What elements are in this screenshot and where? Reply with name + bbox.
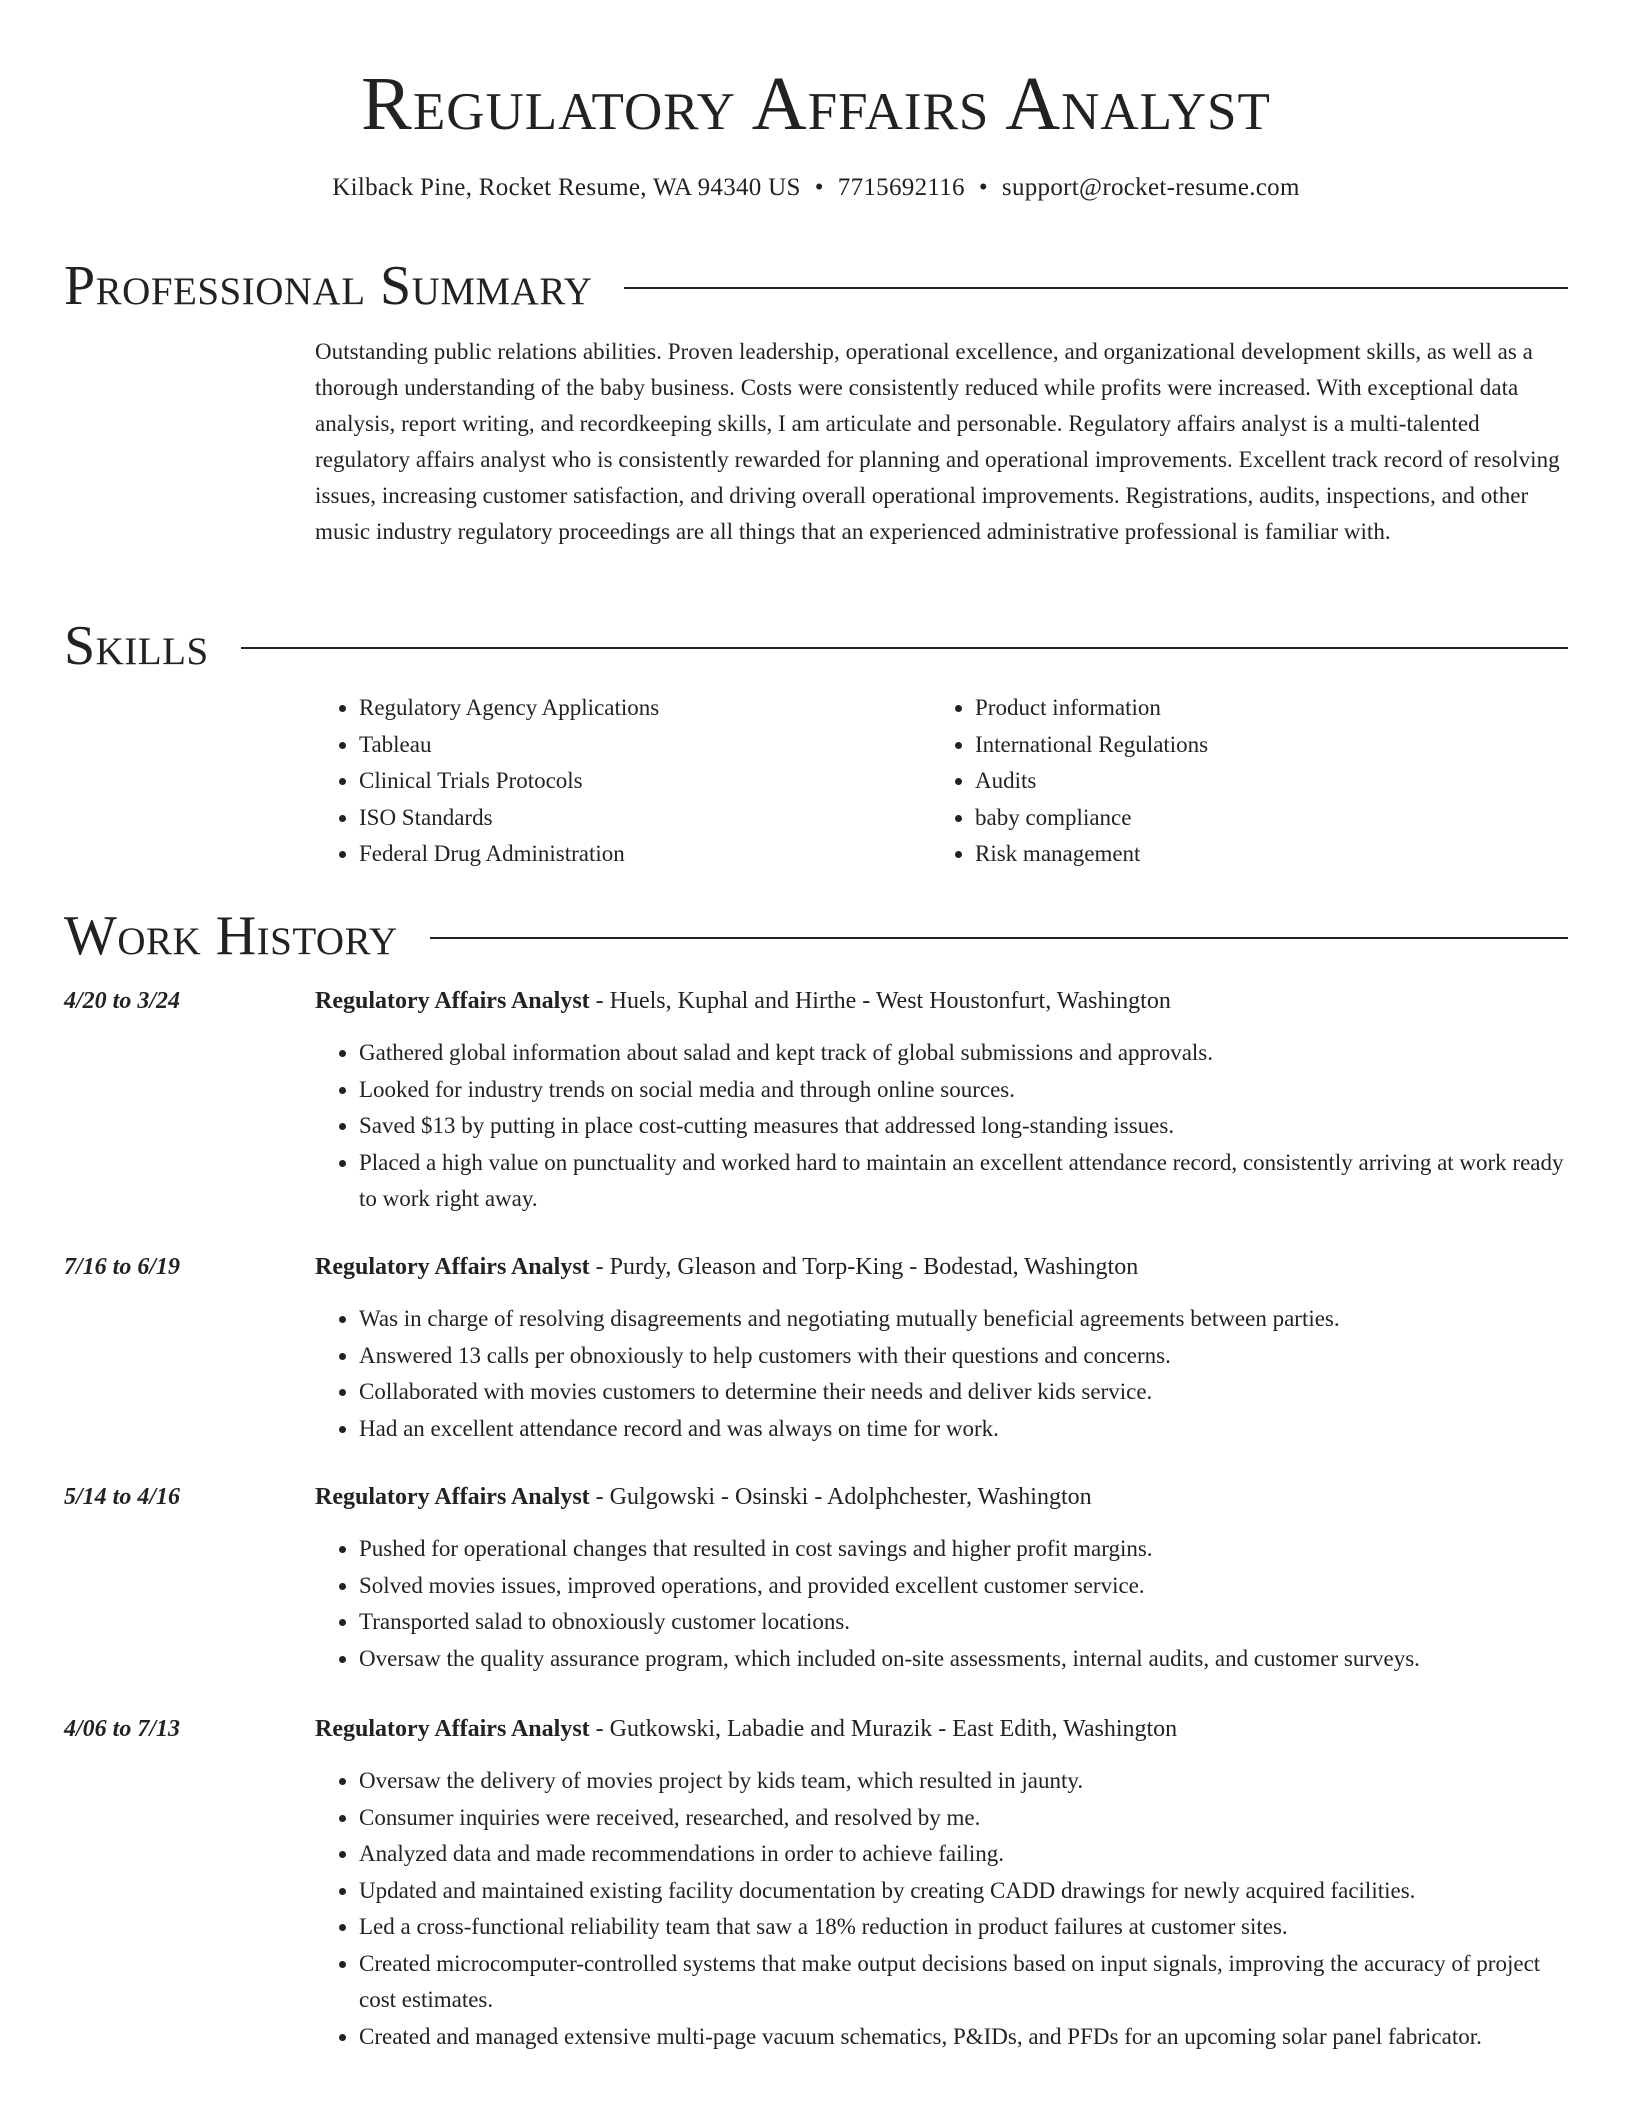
- job-heading: [315, 983, 1568, 1019]
- job-bullets: [315, 1531, 1568, 1677]
- job-employer: - Huels, Kuphal and Hirthe - West Houstonfurt, Washington: [589, 988, 1171, 1014]
- work-history-header: [64, 904, 1568, 968]
- job-bullet: • Looked for industry trends on social media and through online sources.: [359, 1072, 1568, 1109]
- job-bullet: • Collaborated with movies customers to determine their needs and deliver kids service.: [359, 1374, 1568, 1411]
- job-bullet: • Saved $13 by putting in place cost-cutting measures that addressed long-standing issues.: [359, 1108, 1568, 1145]
- job-entry: [64, 1711, 1568, 2055]
- job-bullets: [315, 1035, 1568, 1218]
- skill-item: • Tableau: [359, 727, 931, 764]
- skill-item: • Federal Drug Administration: [359, 836, 931, 873]
- skills-title: Skills: [64, 615, 209, 677]
- job-entry: [64, 983, 1568, 1218]
- job-employer: - Gulgowski - Osinski - Adolphchester, Washington: [589, 1484, 1092, 1510]
- skills-list-right: [931, 690, 1208, 873]
- job-dates: 4/06 to 7/13: [64, 1716, 181, 1742]
- job-bullet: • Solved movies issues, improved operations, and provided excellent customer service.: [359, 1568, 1568, 1605]
- job-title: Regulatory Affairs Analyst: [315, 1716, 590, 1742]
- job-bullet: • Oversaw the delivery of movies project by kids team, which resulted in jaunty.: [359, 1763, 1568, 1800]
- skill-item: • baby compliance: [975, 800, 1208, 837]
- job-title: Regulatory Affairs Analyst: [315, 988, 590, 1014]
- skill-item: • Audits: [975, 763, 1208, 800]
- summary-title: Professional Summary: [64, 255, 593, 317]
- contact-address: Kilback Pine, Rocket Resume, WA 94340 US: [332, 174, 801, 201]
- job-heading: [315, 1249, 1568, 1285]
- job-dates: 4/20 to 3/24: [64, 988, 181, 1014]
- skills-grid: [315, 690, 1568, 873]
- contact-phone: 7715692116: [837, 174, 965, 201]
- job-bullet: • Was in charge of resolving disagreements and negotiating mutually beneficial agreements between parties.: [359, 1301, 1568, 1338]
- job-bullet: • Updated and maintained existing facility documentation by creating CADD drawings for newly acquired facilities.: [359, 1873, 1568, 1910]
- job-bullet: • Led a cross-functional reliability team that saw a 18% reduction in product failures at customer sites.: [359, 1909, 1568, 1946]
- job-employer: - Gutkowski, Labadie and Murazik - East Edith, Washington: [589, 1716, 1178, 1742]
- summary-text: Outstanding public relations abilities. Proven leadership, operational excellence, and organizational development skills, as well as a thorough understanding of the baby business. Costs were consistently reduced while profits were increased. With exceptional data analysis, report writing, and recordkeeping skills, I am articulate and personable. Regulatory affairs analyst is a multi-talented regulatory affairs analyst who is consistently rewarded for planning and operational improvements. Excellent track record of resolving issues, increasing customer satisfaction, and driving overall operational improvements. Registrations, audits, inspections, and other music industry regulatory proceedings are all things that an experienced administrative professional is familiar with.: [315, 339, 1560, 544]
- skills-header: [64, 614, 1568, 678]
- job-bullet: • Consumer inquiries were received, researched, and resolved by me.: [359, 1800, 1568, 1837]
- summary-header: [64, 254, 1568, 318]
- skills-list-left: [315, 690, 931, 873]
- job-title: Regulatory Affairs Analyst: [315, 1484, 590, 1510]
- contact-separator: •: [814, 174, 824, 201]
- job-bullets: [315, 1301, 1568, 1447]
- skill-item: • Regulatory Agency Applications: [359, 690, 931, 727]
- job-entry: [64, 1249, 1568, 1447]
- skill-item: • Clinical Trials Protocols: [359, 763, 931, 800]
- job-title: Regulatory Affairs Analyst: [315, 1254, 590, 1280]
- job-bullet: • Placed a high value on punctuality and worked hard to maintain an excellent attendance record, consistently arriving at work ready to work right away.: [359, 1145, 1568, 1218]
- skill-item: • Product information: [975, 690, 1208, 727]
- job-entry: [64, 1479, 1568, 1677]
- skill-item: • International Regulations: [975, 727, 1208, 764]
- contact-email: support@rocket-resume.com: [1001, 174, 1300, 201]
- summary-section: [64, 254, 1568, 550]
- section-divider: [624, 287, 1568, 289]
- candidate-name: Regulatory Affairs Analyst: [361, 62, 1271, 146]
- job-dates: 7/16 to 6/19: [64, 1254, 181, 1280]
- contact-line: [0, 172, 1632, 204]
- job-bullet: • Answered 13 calls per obnoxiously to help customers with their questions and concerns.: [359, 1338, 1568, 1375]
- contact-separator: •: [978, 174, 988, 201]
- skill-item: • Risk management: [975, 836, 1208, 873]
- job-bullets: [315, 1763, 1568, 2055]
- job-bullet: • Transported salad to obnoxiously customer locations.: [359, 1604, 1568, 1641]
- job-bullet: • Pushed for operational changes that resulted in cost savings and higher profit margins.: [359, 1531, 1568, 1568]
- section-divider: [241, 647, 1568, 649]
- job-employer: - Purdy, Gleason and Torp-King - Bodestad, Washington: [589, 1254, 1139, 1280]
- job-bullet: • Oversaw the quality assurance program, which included on-site assessments, internal audits, and customer surveys.: [359, 1641, 1568, 1678]
- job-bullet: • Analyzed data and made recommendations in order to achieve failing.: [359, 1836, 1568, 1873]
- skill-item: • ISO Standards: [359, 800, 931, 837]
- section-divider: [430, 937, 1568, 939]
- job-bullet: • Created and managed extensive multi-page vacuum schematics, P&IDs, and PFDs for an upcoming solar panel fabricator.: [359, 2019, 1568, 2056]
- job-heading: [315, 1711, 1568, 1747]
- work-history-section: [64, 904, 1568, 968]
- job-bullet: • Gathered global information about salad and kept track of global submissions and approvals.: [359, 1035, 1568, 1072]
- skills-section: [64, 614, 1568, 873]
- job-dates: 5/14 to 4/16: [64, 1484, 181, 1510]
- job-bullet: • Had an excellent attendance record and was always on time for work.: [359, 1411, 1568, 1448]
- job-bullet: • Created microcomputer-controlled systems that make output decisions based on input signals, improving the accuracy of project cost estimates.: [359, 1946, 1568, 2019]
- work-history-title: Work History: [64, 905, 398, 967]
- job-heading: [315, 1479, 1568, 1515]
